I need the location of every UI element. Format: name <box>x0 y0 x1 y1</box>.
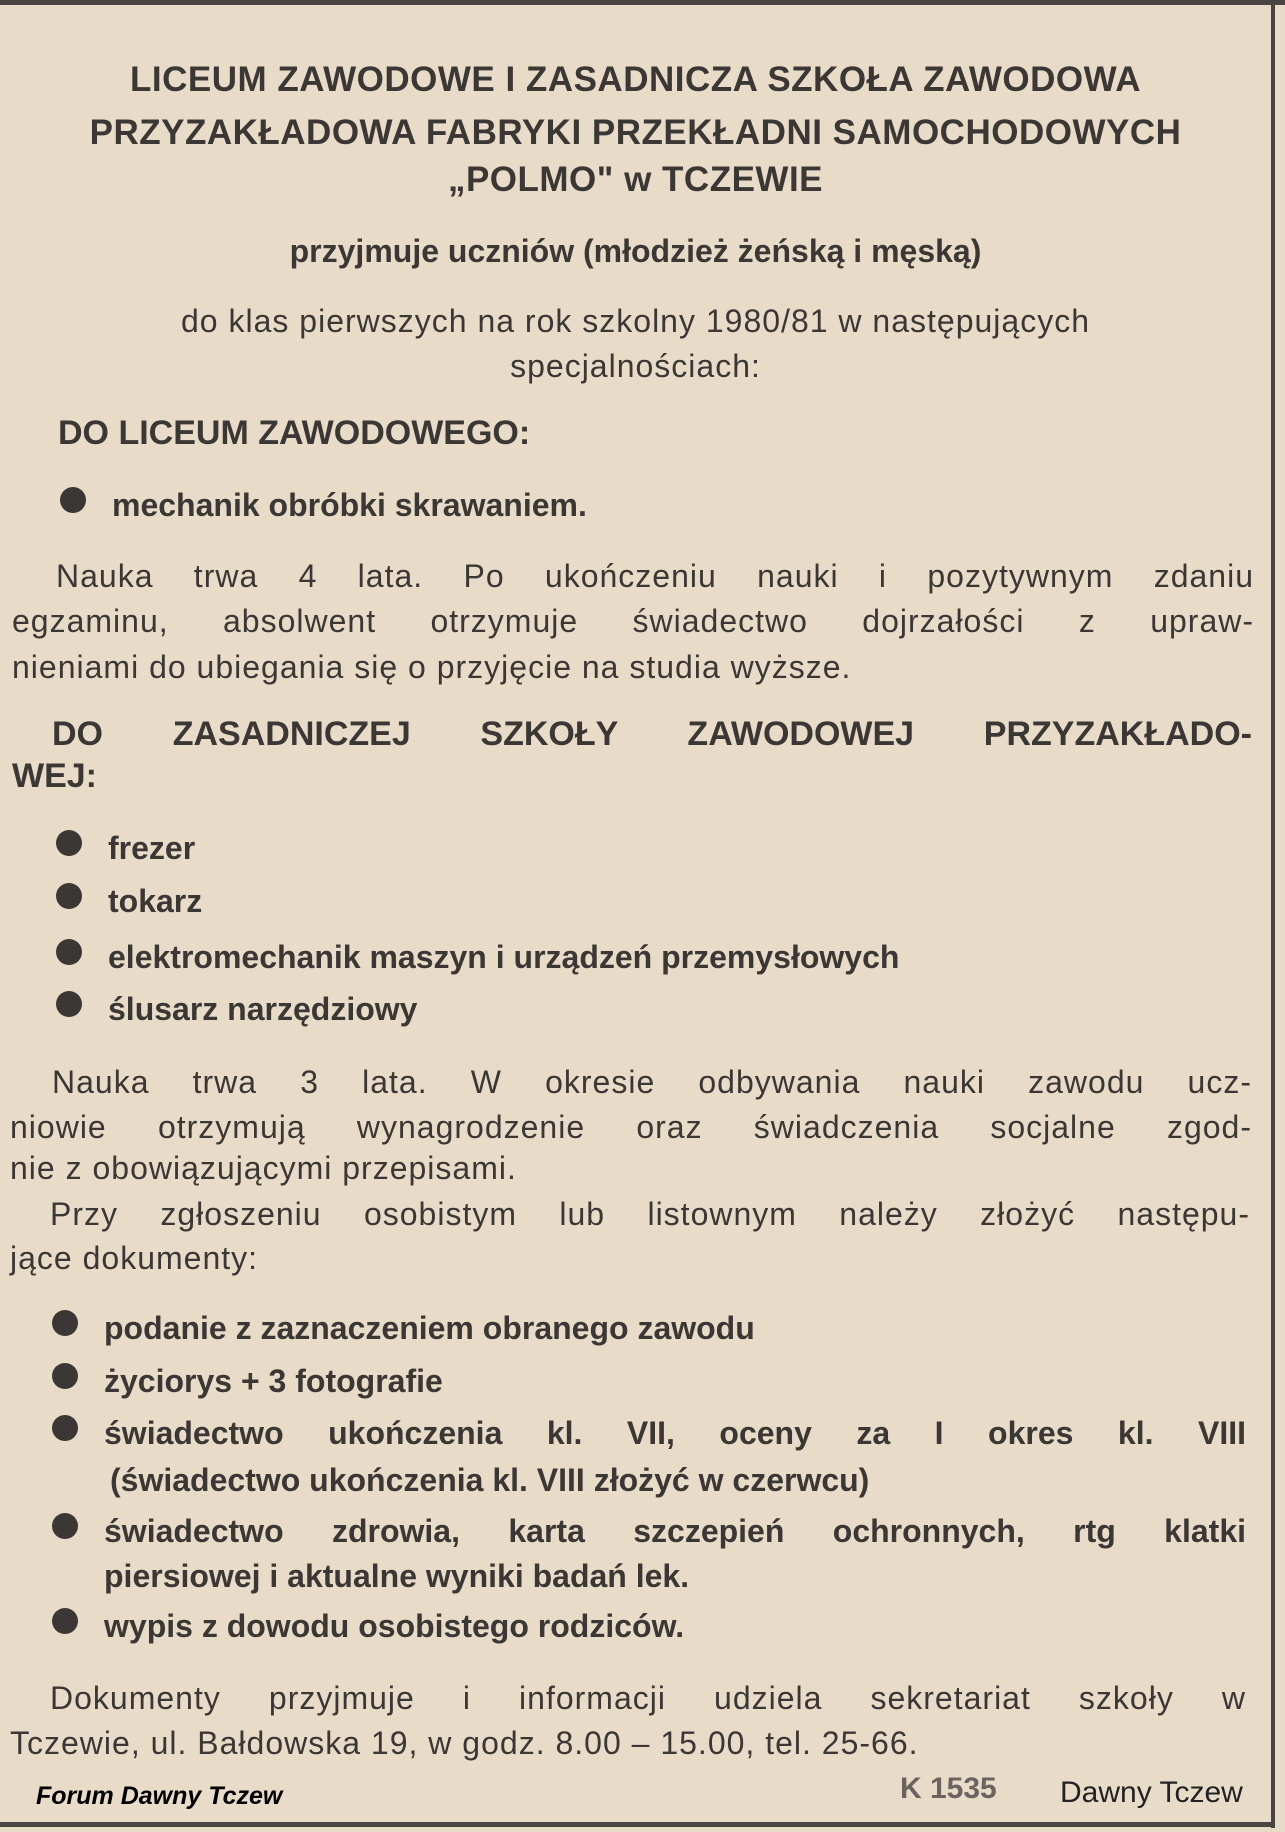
intro-line: do klas pierwszych na rok szkolny 1980/81 w następujących <box>181 303 1090 339</box>
title-line: „POLMO" w TCZEWIE <box>447 160 824 199</box>
note-line: Nauka trwa 4 lata. Po ukończeniu nauki i pozytywnym zdaniu <box>56 558 1254 594</box>
list-item-continuation: (świadectwo ukończenia kl. VIII złożyć w czerwcu) <box>110 1462 870 1498</box>
frame-border-bottom <box>0 1822 1275 1827</box>
bullet-icon <box>56 939 82 965</box>
documents-intro: Przy zgłoszeniu osobistym lub listownym należy złożyć następu- <box>50 1196 1250 1232</box>
list-item: podanie z zaznaczeniem obranego zawodu <box>104 1310 755 1346</box>
section-heading-zasadnicza: DO ZASADNICZEJ SZKOŁY ZAWODOWEJ PRZYZAKŁADO- <box>52 715 1252 753</box>
title-line: PRZYZAKŁADOWA FABRYKI PRZEKŁADNI SAMOCHODOWYCH <box>89 113 1182 152</box>
note-line: nieniami do ubiegania się o przyjęcie na studia wyższe. <box>12 649 852 685</box>
contact-line: Tczewie, ul. Bałdowska 19, w godz. 8.00 – 15.00, tel. 25-66. <box>10 1725 919 1761</box>
footer-label: Forum Dawny Tczew <box>36 1782 283 1810</box>
bullet-icon <box>52 1608 78 1634</box>
bullet-icon <box>56 830 82 856</box>
bullet-icon <box>60 487 86 513</box>
documents-intro: jące dokumenty: <box>10 1240 259 1276</box>
section-heading-liceum: DO LICEUM ZAWODOWEGO: <box>58 414 531 452</box>
bullet-icon <box>56 883 82 909</box>
ad-code: K 1535 <box>900 1772 997 1805</box>
list-item: elektromechanik maszyn i urządzeń przemysłowych <box>108 939 900 975</box>
bullet-icon <box>52 1513 78 1539</box>
list-item: frezer <box>108 830 196 866</box>
note-line: Nauka trwa 3 lata. W okresie odbywania nauki zawodu ucz- <box>52 1064 1252 1100</box>
bullet-icon <box>52 1363 78 1389</box>
note-line: egzaminu, absolwent otrzymuje świadectwo dojrzałości z upraw- <box>12 603 1254 639</box>
contact-line: Dokumenty przyjmuje i informacji udziela sekretariat szkoły w <box>50 1680 1246 1716</box>
title-line: LICEUM ZAWODOWE I ZASADNICZA SZKOŁA ZAWODOWA <box>130 60 1141 99</box>
note-line: nie z obowiązującymi przepisami. <box>10 1150 517 1186</box>
bullet-icon <box>52 1415 78 1441</box>
list-item: mechanik obróbki skrawaniem. <box>112 487 587 523</box>
list-item: wypis z dowodu osobistego rodziców. <box>104 1608 685 1644</box>
subtitle: przyjmuje uczniów (młodzież żeńską i męską) <box>289 233 982 269</box>
list-item: świadectwo ukończenia kl. VII, oceny za I okres kl. VIII <box>104 1415 1246 1451</box>
section-heading-zasadnicza: WEJ: <box>12 757 97 795</box>
list-item: świadectwo zdrowia, karta szczepień ochronnych, rtg klatki <box>104 1513 1246 1549</box>
list-item: życiorys + 3 fotografie <box>104 1363 443 1399</box>
frame-border-top <box>0 0 1285 5</box>
bullet-icon <box>56 991 82 1017</box>
list-item: tokarz <box>108 883 203 919</box>
frame-border-right <box>1271 0 1275 1828</box>
bullet-icon <box>52 1310 78 1336</box>
list-item: ślusarz narzędziowy <box>108 991 418 1027</box>
list-item-continuation: piersiowej i aktualne wyniki badań lek. <box>104 1558 690 1594</box>
note-line: niowie otrzymują wynagrodzenie oraz świadczenia socjalne zgod- <box>10 1109 1252 1145</box>
intro-line: specjalnościach: <box>510 348 761 384</box>
watermark: Dawny Tczew <box>1060 1776 1243 1809</box>
